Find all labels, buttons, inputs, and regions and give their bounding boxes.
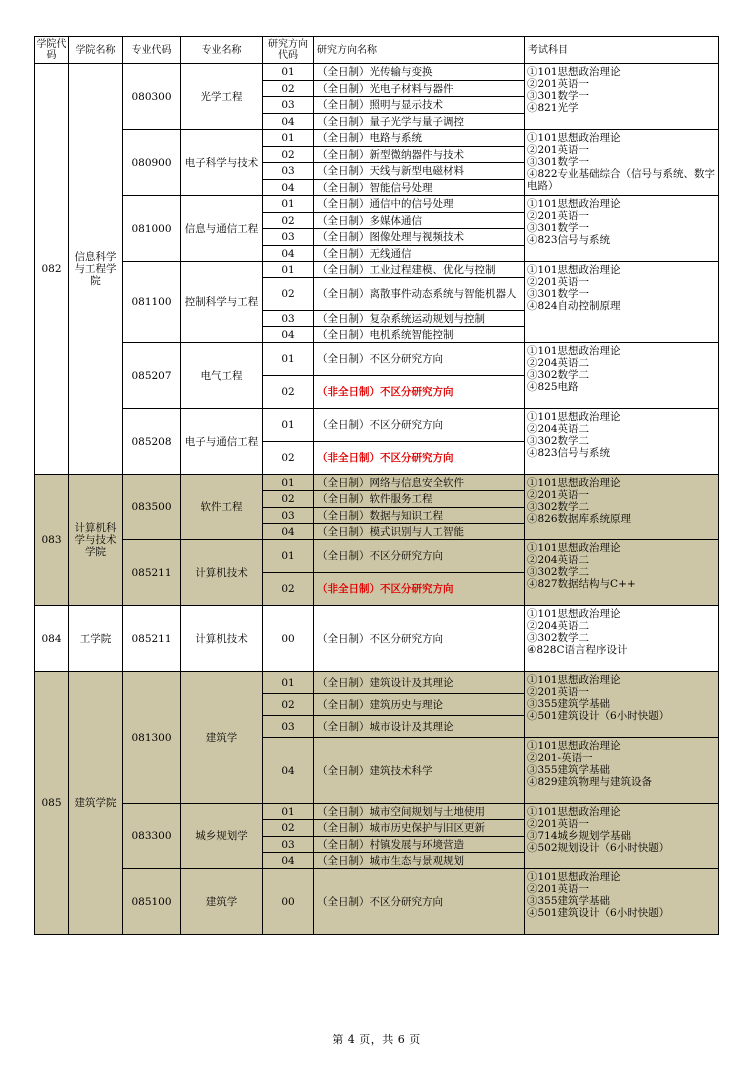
- direction-code: 04: [263, 114, 314, 130]
- exam-subject-line: ③302数学二: [527, 501, 590, 513]
- exam-subjects: [525, 738, 719, 804]
- exam-subjects: [525, 130, 719, 196]
- exam-subject-line: ③302数学二: [527, 632, 590, 644]
- major-code: 080300: [123, 64, 181, 130]
- exam-subjects: [525, 64, 719, 130]
- direction-name: （全日制）光电子材料与器件: [314, 81, 525, 97]
- direction-name: （全日制）照明与显示技术: [314, 97, 525, 114]
- direction-name: （全日制）离散事件动态系统与智能机器人: [314, 278, 525, 311]
- direction-code: 02: [263, 820, 314, 837]
- exam-subject-line: ③301数学一: [527, 90, 590, 102]
- exam-subjects: [525, 196, 719, 262]
- exam-subjects: [525, 343, 719, 409]
- exam-subject-line: ③355建筑学基础: [527, 764, 611, 776]
- direction-code: 04: [263, 738, 314, 804]
- major-name: 电气工程: [181, 343, 263, 409]
- exam-subject-line: ③301数学一: [527, 288, 590, 300]
- direction-name: （全日制）光传输与变换: [314, 64, 525, 81]
- exam-subjects: [525, 475, 719, 540]
- exam-subject-line: ①101思想政治理论: [527, 740, 621, 752]
- exam-subject-line: ③301数学一: [527, 156, 590, 168]
- exam-subject-line: ③302数学二: [527, 369, 590, 381]
- major-code: 081300: [123, 672, 181, 804]
- exam-subject-line: ③355建筑学基础: [527, 895, 611, 907]
- exam-subject-line: ④501建筑设计（6小时快题）: [527, 907, 670, 919]
- exam-subject-line: ②204英语二: [527, 554, 590, 566]
- direction-code: 01: [263, 540, 314, 573]
- header-college-name: 学院名称: [69, 37, 123, 64]
- exam-subject-line: ①101思想政治理论: [527, 198, 621, 210]
- exam-subject-line: ②204英语二: [527, 620, 590, 632]
- direction-name: （全日制）建筑设计及其理论: [314, 672, 525, 694]
- exam-subject-line: ①101思想政治理论: [527, 66, 621, 78]
- major-name: 电子科学与技术: [181, 130, 263, 196]
- direction-name: （全日制）量子光学与量子调控: [314, 114, 525, 130]
- exam-subject-line: ①101思想政治理论: [527, 871, 621, 883]
- direction-code: 01: [263, 196, 314, 213]
- direction-name: （全日制）复杂系统运动规划与控制: [314, 311, 525, 327]
- direction-code: 03: [263, 837, 314, 853]
- exam-subject-line: ④829建筑物理与建筑设备: [527, 776, 653, 788]
- exam-subject-line: ③714城乡规划学基础: [527, 830, 632, 842]
- table-row: [35, 409, 719, 442]
- major-name: 计算机技术: [181, 606, 263, 672]
- table-row: [35, 606, 719, 672]
- direction-name: （全日制）城市生态与景观规划: [314, 853, 525, 869]
- exam-subject-line: ③355建筑学基础: [527, 698, 611, 710]
- direction-name: （非全日制）不区分研究方向: [314, 573, 525, 606]
- header-major-code: 专业代码: [123, 37, 181, 64]
- direction-code: 01: [263, 409, 314, 442]
- direction-name: （全日制）城市历史保护与旧区更新: [314, 820, 525, 837]
- direction-code: 03: [263, 508, 314, 524]
- college-name: 信息科学与工程学院: [69, 64, 123, 475]
- exam-subjects: [525, 804, 719, 869]
- direction-name: （全日制）村镇发展与环境营造: [314, 837, 525, 853]
- direction-code: 01: [263, 672, 314, 694]
- exam-subject-line: ④828C语言程序设计: [527, 644, 628, 656]
- direction-code: 02: [263, 573, 314, 606]
- major-code: 085211: [123, 540, 181, 606]
- exam-subject-line: ②201英语一: [527, 818, 590, 830]
- table-row: [35, 869, 719, 935]
- direction-name: （全日制）通信中的信号处理: [314, 196, 525, 213]
- direction-name: （全日制）图像处理与视频技术: [314, 229, 525, 246]
- direction-name: （全日制）天线与新型电磁材料: [314, 163, 525, 180]
- college-name: 建筑学院: [69, 672, 123, 935]
- direction-code: 01: [263, 343, 314, 376]
- exam-subject-line: ④825电路: [527, 381, 579, 393]
- direction-code: 03: [263, 229, 314, 246]
- direction-name: （非全日制）不区分研究方向: [314, 442, 525, 475]
- exam-subject-line: ④501建筑设计（6小时快题）: [527, 710, 670, 722]
- exam-subject-line: ③302数学二: [527, 566, 590, 578]
- direction-code: 01: [263, 130, 314, 147]
- exam-subjects: [525, 409, 719, 475]
- direction-code: 00: [263, 869, 314, 935]
- major-code: 081100: [123, 262, 181, 343]
- direction-name: （全日制）建筑历史与理论: [314, 694, 525, 716]
- table-row: [35, 196, 719, 213]
- direction-code: 01: [263, 262, 314, 278]
- exam-subjects: [525, 869, 719, 935]
- college-code: 082: [35, 64, 69, 475]
- direction-name: （全日制）多媒体通信: [314, 213, 525, 229]
- direction-code: 02: [263, 491, 314, 508]
- major-name: 光学工程: [181, 64, 263, 130]
- direction-code: 04: [263, 327, 314, 343]
- direction-name: （全日制）电机系统智能控制: [314, 327, 525, 343]
- exam-subject-line: ②201英语一: [527, 78, 590, 90]
- direction-code: 02: [263, 376, 314, 409]
- major-code: 085207: [123, 343, 181, 409]
- major-name: 建筑学: [181, 672, 263, 804]
- direction-name: （全日制）不区分研究方向: [314, 409, 525, 442]
- exam-subject-line: ①101思想政治理论: [527, 345, 621, 357]
- major-name: 建筑学: [181, 869, 263, 935]
- table-row: [35, 64, 719, 81]
- exam-subject-line: ④821光学: [527, 102, 579, 114]
- direction-code: 03: [263, 311, 314, 327]
- major-code: 085211: [123, 606, 181, 672]
- table-row: [35, 130, 719, 147]
- exam-subjects: [525, 606, 719, 672]
- direction-name: （全日制）模式识别与人工智能: [314, 524, 525, 540]
- direction-name: （全日制）网络与信息安全软件: [314, 475, 525, 491]
- table-row: [35, 804, 719, 820]
- direction-code: 01: [263, 475, 314, 491]
- direction-code: 01: [263, 64, 314, 81]
- exam-subject-line: ①101思想政治理论: [527, 608, 621, 620]
- exam-subject-line: ②204英语二: [527, 357, 590, 369]
- exam-subject-line: ①101思想政治理论: [527, 264, 621, 276]
- exam-subject-line: ②201-英语一: [527, 752, 593, 764]
- major-code: 083500: [123, 475, 181, 540]
- exam-subject-line: ①101思想政治理论: [527, 411, 621, 423]
- exam-subject-line: ②201英语一: [527, 489, 590, 501]
- exam-subject-line: ④823信号与系统: [527, 447, 611, 459]
- direction-name: （非全日制）不区分研究方向: [314, 376, 525, 409]
- table-row: [35, 672, 719, 694]
- college-code: 084: [35, 606, 69, 672]
- exam-subjects: [525, 672, 719, 738]
- table-header-row: [35, 37, 719, 64]
- direction-name: （全日制）建筑技术科学: [314, 738, 525, 804]
- direction-name: （全日制）新型微纳器件与技术: [314, 147, 525, 163]
- major-name: 控制科学与工程: [181, 262, 263, 343]
- major-code: 080900: [123, 130, 181, 196]
- table-row: [35, 262, 719, 278]
- direction-name: （全日制）不区分研究方向: [314, 606, 525, 672]
- table-row: [35, 343, 719, 376]
- exam-subject-line: ④502规划设计（6小时快题）: [527, 842, 670, 854]
- major-code: 083300: [123, 804, 181, 869]
- direction-code: 02: [263, 278, 314, 311]
- direction-code: 02: [263, 442, 314, 475]
- exam-subject-line: ①101思想政治理论: [527, 132, 621, 144]
- exam-subject-line: ②201英语一: [527, 276, 590, 288]
- direction-code: 02: [263, 213, 314, 229]
- exam-subjects: [525, 262, 719, 343]
- direction-name: （全日制）智能信号处理: [314, 180, 525, 196]
- major-name: 电子与通信工程: [181, 409, 263, 475]
- direction-code: 03: [263, 163, 314, 180]
- exam-subject-line: ③302数学二: [527, 435, 590, 447]
- college-name: 计算机科学与技术学院: [69, 475, 123, 606]
- college-code: 085: [35, 672, 69, 935]
- direction-code: 03: [263, 716, 314, 738]
- exam-subject-line: ①101思想政治理论: [527, 542, 621, 554]
- direction-name: （全日制）城市设计及其理论: [314, 716, 525, 738]
- direction-code: 04: [263, 180, 314, 196]
- direction-name: （全日制）工业过程建模、优化与控制: [314, 262, 525, 278]
- direction-name: （全日制）数据与知识工程: [314, 508, 525, 524]
- page-footer: 第 4 页，共 6 页: [332, 1033, 421, 1046]
- program-table: [34, 36, 719, 935]
- exam-subject-line: ②201英语一: [527, 883, 590, 895]
- direction-name: （全日制）软件服务工程: [314, 491, 525, 508]
- exam-subject-line: ②201英语一: [527, 686, 590, 698]
- exam-subject-line: ④822专业基础综合（信号与系统、数字电路）: [527, 168, 716, 192]
- exam-subject-line: ①101思想政治理论: [527, 674, 621, 686]
- header-exam-subjects: 考试科目: [525, 37, 719, 64]
- major-name: 信息与通信工程: [181, 196, 263, 262]
- exam-subject-line: ②201英语一: [527, 210, 590, 222]
- direction-name: （全日制）城市空间规划与土地使用: [314, 804, 525, 820]
- direction-code: 01: [263, 804, 314, 820]
- direction-name: （全日制）不区分研究方向: [314, 869, 525, 935]
- major-name: 软件工程: [181, 475, 263, 540]
- exam-subject-line: ②201英语一: [527, 144, 590, 156]
- table-row: [35, 475, 719, 491]
- direction-code: 04: [263, 246, 314, 262]
- direction-code: 02: [263, 147, 314, 163]
- exam-subject-line: ④827数据结构与C++: [527, 578, 636, 590]
- table-body: [35, 37, 719, 935]
- exam-subject-line: ④824自动控制原理: [527, 300, 621, 312]
- direction-name: （全日制）电路与系统: [314, 130, 525, 147]
- exam-subject-line: ④823信号与系统: [527, 234, 611, 246]
- direction-code: 02: [263, 694, 314, 716]
- direction-name: （全日制）不区分研究方向: [314, 540, 525, 573]
- exam-subject-line: ①101思想政治理论: [527, 806, 621, 818]
- header-major-name: 专业名称: [181, 37, 263, 64]
- direction-name: （全日制）不区分研究方向: [314, 343, 525, 376]
- major-name: 计算机技术: [181, 540, 263, 606]
- direction-code: 02: [263, 81, 314, 97]
- college-code: 083: [35, 475, 69, 606]
- direction-code: 00: [263, 606, 314, 672]
- header-direction-code: 研究方向代码: [263, 37, 314, 64]
- exam-subject-line: ③301数学一: [527, 222, 590, 234]
- direction-code: 03: [263, 97, 314, 114]
- direction-code: 04: [263, 524, 314, 540]
- direction-code: 04: [263, 853, 314, 869]
- direction-name: （全日制）无线通信: [314, 246, 525, 262]
- major-code: 085100: [123, 869, 181, 935]
- major-name: 城乡规划学: [181, 804, 263, 869]
- exam-subject-line: ①101思想政治理论: [527, 477, 621, 489]
- college-name: 工学院: [69, 606, 123, 672]
- exam-subjects: [525, 540, 719, 606]
- header-direction-name: 研究方向名称: [314, 37, 525, 64]
- header-college-code: 学院代码: [35, 37, 69, 64]
- major-code: 081000: [123, 196, 181, 262]
- major-code: 085208: [123, 409, 181, 475]
- table-row: [35, 540, 719, 573]
- exam-subject-line: ②204英语二: [527, 423, 590, 435]
- exam-subject-line: ④826数据库系统原理: [527, 513, 632, 525]
